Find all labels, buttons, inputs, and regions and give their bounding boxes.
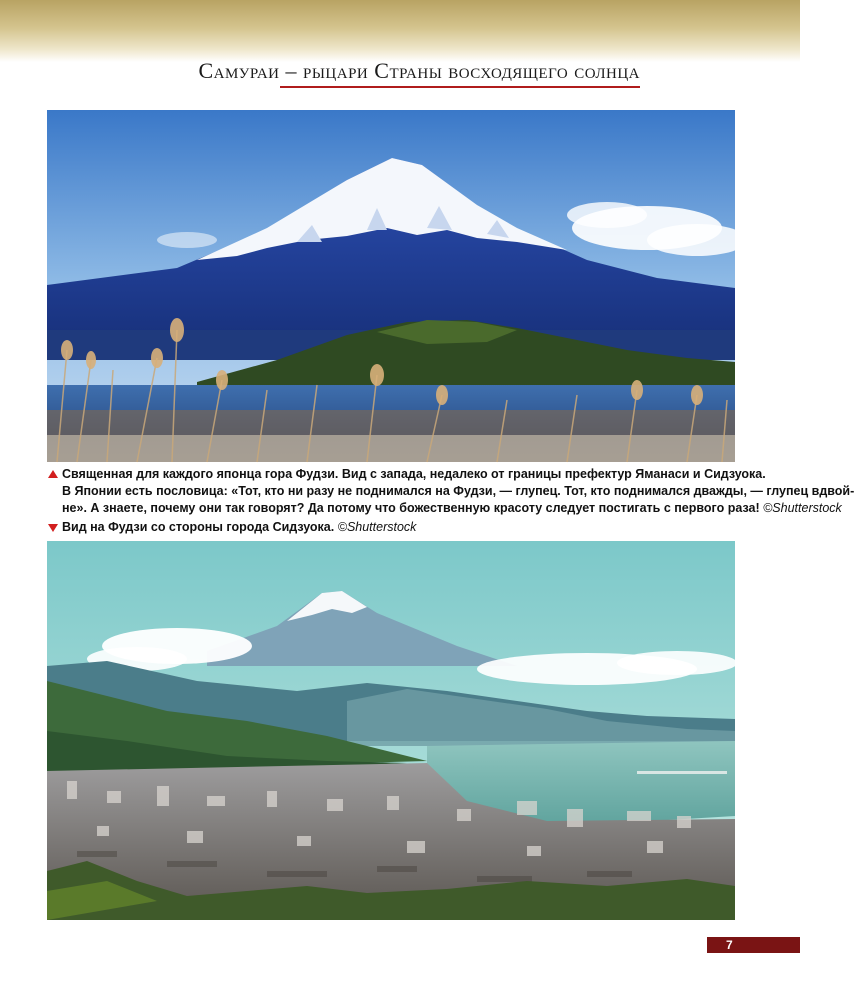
caption-arrow-down-icon — [48, 524, 58, 532]
caption1-line1: Священная для каждого японца гора Фудзи. Вид с запада, недалеко от границы префектур Яманаси и Сидзуока. — [62, 467, 766, 481]
running-header-title: Самураи – рыцари Страны восходящего солнца — [198, 58, 640, 83]
photo-fuji-west — [47, 110, 735, 462]
photo2-caption — [62, 519, 742, 536]
caption2-credit: ©Shutterstock — [337, 520, 417, 534]
page-number: 7 — [726, 938, 733, 952]
top-gradient-band — [0, 0, 800, 62]
photo-fuji-shizuoka — [47, 541, 735, 920]
caption1-line2: В Японии есть пословица: «Тот, кто ни разу не поднимался на Фудзи, — глупец. Тот, кто поднимался дважды, — глупец вдвой- — [62, 484, 854, 498]
caption2-text: Вид на Фудзи со стороны города Сидзуока. — [62, 520, 335, 534]
photo1-caption — [62, 466, 854, 517]
caption1-line3: не». А знаете, почему они так говорят? Да потому что божественную красоту следует постигать с первого раза! — [62, 501, 760, 515]
caption1-credit: ©Shutterstock — [763, 501, 842, 515]
page-number-bar — [707, 937, 800, 953]
header-underline — [280, 86, 640, 88]
caption-arrow-up-icon — [48, 470, 58, 478]
